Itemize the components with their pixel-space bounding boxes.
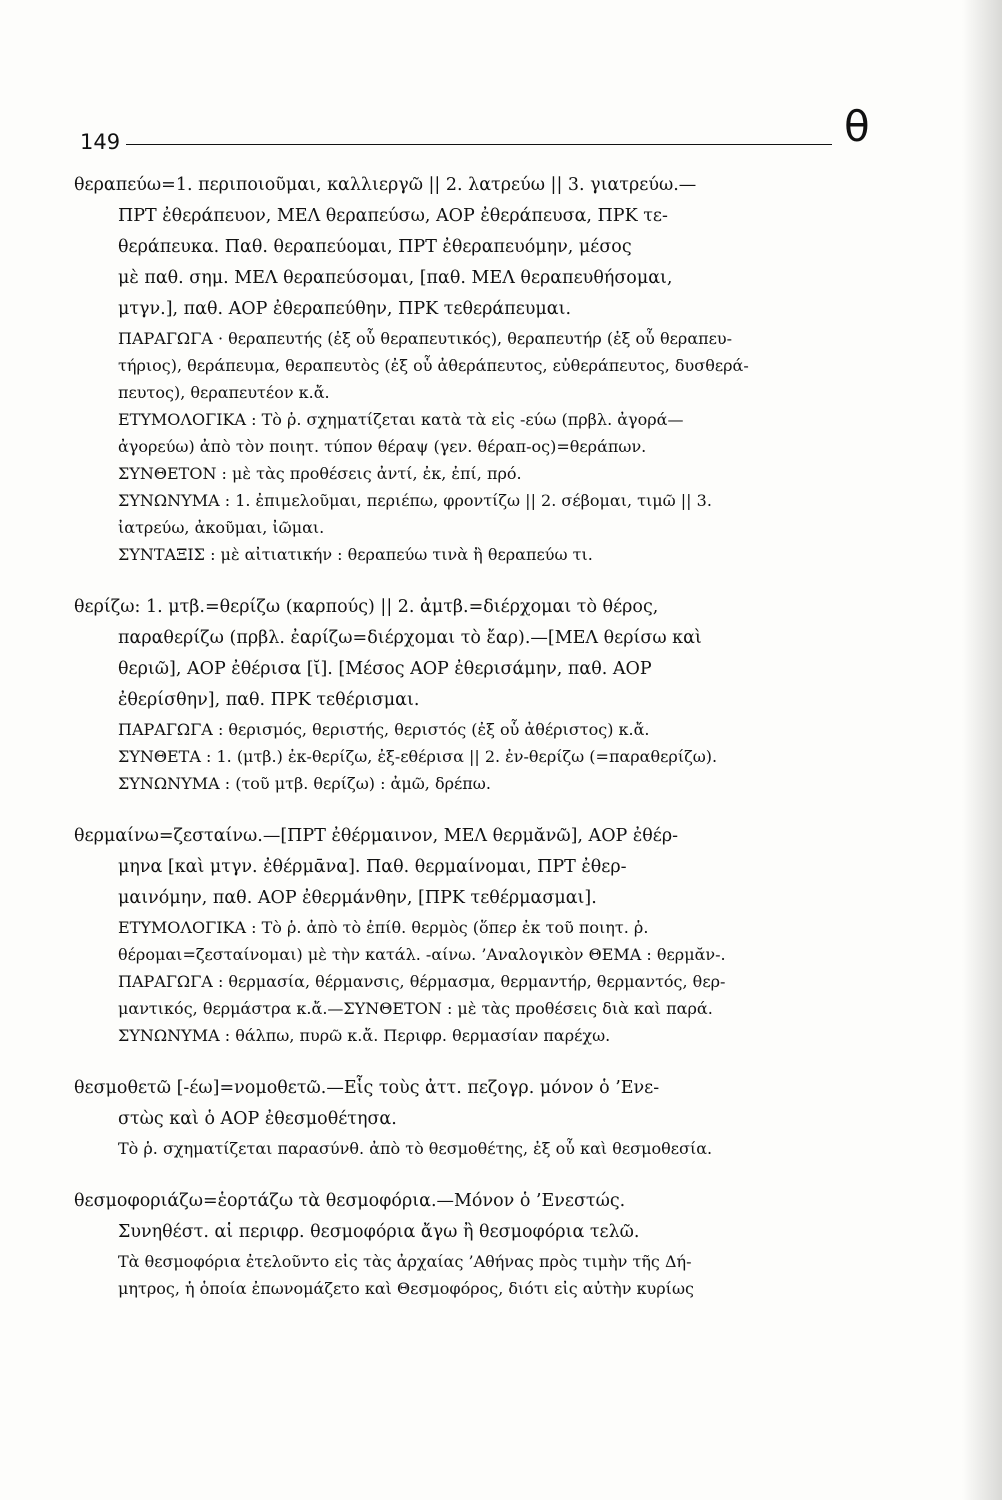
entry-line: θεριῶ], ΑΟΡ ἐθέρισα [ῐ]. [Μέσος ΑΟΡ ἐθερισάμην, παθ. ΑΟΡ [118,659,652,679]
entry-subline: θέρομαι=ζεσταίνομαι) μὲ τὴν κατάλ. -αίνω. ’Αναλογικὸν ΘΕΜΑ : θερμᾰν-. [118,945,726,964]
entry-line: θεσμοφοριάζω=ἑορτάζω τὰ θεσμοφόρια.—Μόνον ὁ ’Ενεστώς. [74,1191,626,1211]
entry-subline: μητρος, ἡ ὁποία ἐπωνομάζετο καὶ Θεσμοφόρος, διότι εἰς αὐτὴν κυρίως [118,1279,694,1298]
entry-therapeuo [74,170,874,568]
entry-line: παραθερίζω (πρβλ. ἐαρίζω=διέρχομαι τὸ ἔαρ).—[ΜΕΛ θερίσω καὶ [118,628,702,648]
entry-line: στὼς καὶ ὁ ΑΟΡ ἐθεσμοθέτησα. [118,1109,397,1129]
entry-thesmotheto [74,1073,874,1162]
entry-subline: ἀγορεύω) ἀπὸ τὸν ποιητ. τύπον θέραψ (γεν. θέραπ-ος)=θεράπων. [118,437,647,456]
entry-thesmophoriazo [74,1186,874,1302]
entry-subline: ἰατρεύω, ἀκοῦμαι, ἰῶμαι. [118,518,325,537]
entry-subline: ΣΥΝΘΕΤΑ : 1. (μτβ.) ἐκ-θερίζω, ἐξ-εθέρισα || 2. ἐν-θερίζω (=παραθερίζω). [118,747,718,766]
entry-subline: τήριος), θεράπευμα, θεραπευτὸς (ἐξ οὗ ἀθεράπευτος, εὐθεράπευτος, δυσθερά- [118,356,749,375]
page-edge-shadow [962,0,1002,1500]
header-rule [126,144,832,145]
entry-subline: ΠΑΡΑΓΩΓΑ · θεραπευτής (ἐξ οὗ θεραπευτικός), θεραπευτήρ (ἐξ οὗ θεραπευ- [118,329,733,348]
entry-subline: ΣΥΝΩΝΥΜΑ : θάλπω, πυρῶ κ.ἄ. Περιφρ. θερμασίαν παρέχω. [118,1026,611,1045]
entry-line: μτγν.], παθ. ΑΟΡ ἐθεραπεύθην, ΠΡΚ τεθεράπευμαι. [118,299,572,319]
entry-line: μηνα [καὶ μτγν. ἐθέρμᾱνα]. Παθ. θερμαίνομαι, ΠΡΤ ἐθερ- [118,857,627,877]
entry-subline: Τὸ ῥ. σχηματίζεται παρασύνθ. ἀπὸ τὸ θεσμοθέτης, ἐξ οὗ καὶ θεσμοθεσία. [118,1139,713,1158]
entry-subline: ΣΥΝΘΕΤΟΝ : μὲ τὰς προθέσεις ἀντί, ἐκ, ἐπί, πρό. [118,464,522,483]
entry-subline: ΣΥΝΩΝΥΜΑ : 1. ἐπιμελοῦμαι, περιέπω, φροντίζω || 2. σέβομαι, τιμῶ || 3. [118,491,712,510]
entry-line: ἐθερίσθην], παθ. ΠΡΚ τεθέρισμαι. [118,690,420,710]
entry-line: θεραπεύω=1. περιποιοῦμαι, καλλιεργῶ || 2. λατρεύω || 3. γιατρεύω.— [74,175,697,195]
entry-line: μαινόμην, παθ. ΑΟΡ ἐθερμάνθην, [ΠΡΚ τεθέρμασμαι]. [118,888,597,908]
entry-line: θερμαίνω=ζεσταίνω.—[ΠΡΤ ἐθέρμαινον, ΜΕΛ θερμᾰνῶ], ΑΟΡ ἐθέρ- [74,826,679,846]
entry-line: θεσμοθετῶ [-έω]=νομοθετῶ.—Εἷς τοὺς ἀττ. πεζογρ. μόνον ὁ ’Ενε- [74,1078,660,1098]
entry-thermaino [74,821,874,1049]
entry-line: θεράπευκα. Παθ. θεραπεύομαι, ΠΡΤ ἐθεραπευόμην, μέσος [118,237,632,257]
entry-therizo [74,592,874,797]
entry-line: μὲ παθ. σημ. ΜΕΛ θεραπεύσομαι, [παθ. ΜΕΛ θεραπευθήσομαι, [118,268,673,288]
entry-line: θερίζω: 1. μτβ.=θερίζω (καρπούς) || 2. ἀμτβ.=διέρχομαι τὸ θέρος, [74,597,659,617]
entry-subline: Τὰ θεσμοφόρια ἐτελοῦντο εἰς τὰς ἀρχαίας ’Αθήνας πρὸς τιμὴν τῆς Δή- [118,1252,692,1271]
entry-line: ΠΡΤ ἐθεράπευον, ΜΕΛ θεραπεύσω, ΑΟΡ ἐθεράπευσα, ΠΡΚ τε- [118,206,668,226]
entry-subline: ΠΑΡΑΓΩΓΑ : θερμασία, θέρμανσις, θέρμασμα, θερμαντήρ, θερμαντός, θερ- [118,972,726,991]
entry-subline: μαντικός, θερμάστρα κ.ἄ.—ΣΥΝΘΕΤΟΝ : μὲ τὰς προθέσεις διὰ καὶ παρά. [118,999,713,1018]
page-header [74,100,874,160]
entry-subline: ΕΤΥΜΟΛΟΓΙΚΑ : Τὸ ῥ. σχηματίζεται κατὰ τὰ εἰς -εύω (πρβλ. ἀγορά— [118,410,684,429]
section-letter: θ [844,102,870,151]
entry-subline: ΠΑΡΑΓΩΓΑ : θερισμός, θεριστής, θεριστός (ἐξ οὗ ἀθέριστος) κ.ἄ. [118,720,650,739]
entry-subline: ΣΥΝΩΝΥΜΑ : (τοῦ μτβ. θερίζω) : ἀμῶ, δρέπω. [118,774,491,793]
page-number: 149 [80,130,121,154]
entry-subline: πευτος), θεραπευτέον κ.ἄ. [118,383,330,402]
entry-subline: ΕΤΥΜΟΛΟΓΙΚΑ : Τὸ ῥ. ἀπὸ τὸ ἐπίθ. θερμὸς (ὅπερ ἐκ τοῦ ποιητ. ῥ. [118,918,649,937]
entry-line: Συνηθέστ. αἱ περιφρ. θεσμοφόρια ἄγω ἢ θεσμοφόρια τελῶ. [118,1222,640,1242]
entries [74,170,874,1326]
entry-subline: ΣΥΝΤΑΞΙΣ : μὲ αἰτιατικήν : θεραπεύω τινὰ ἢ θεραπεύω τι. [118,545,593,564]
